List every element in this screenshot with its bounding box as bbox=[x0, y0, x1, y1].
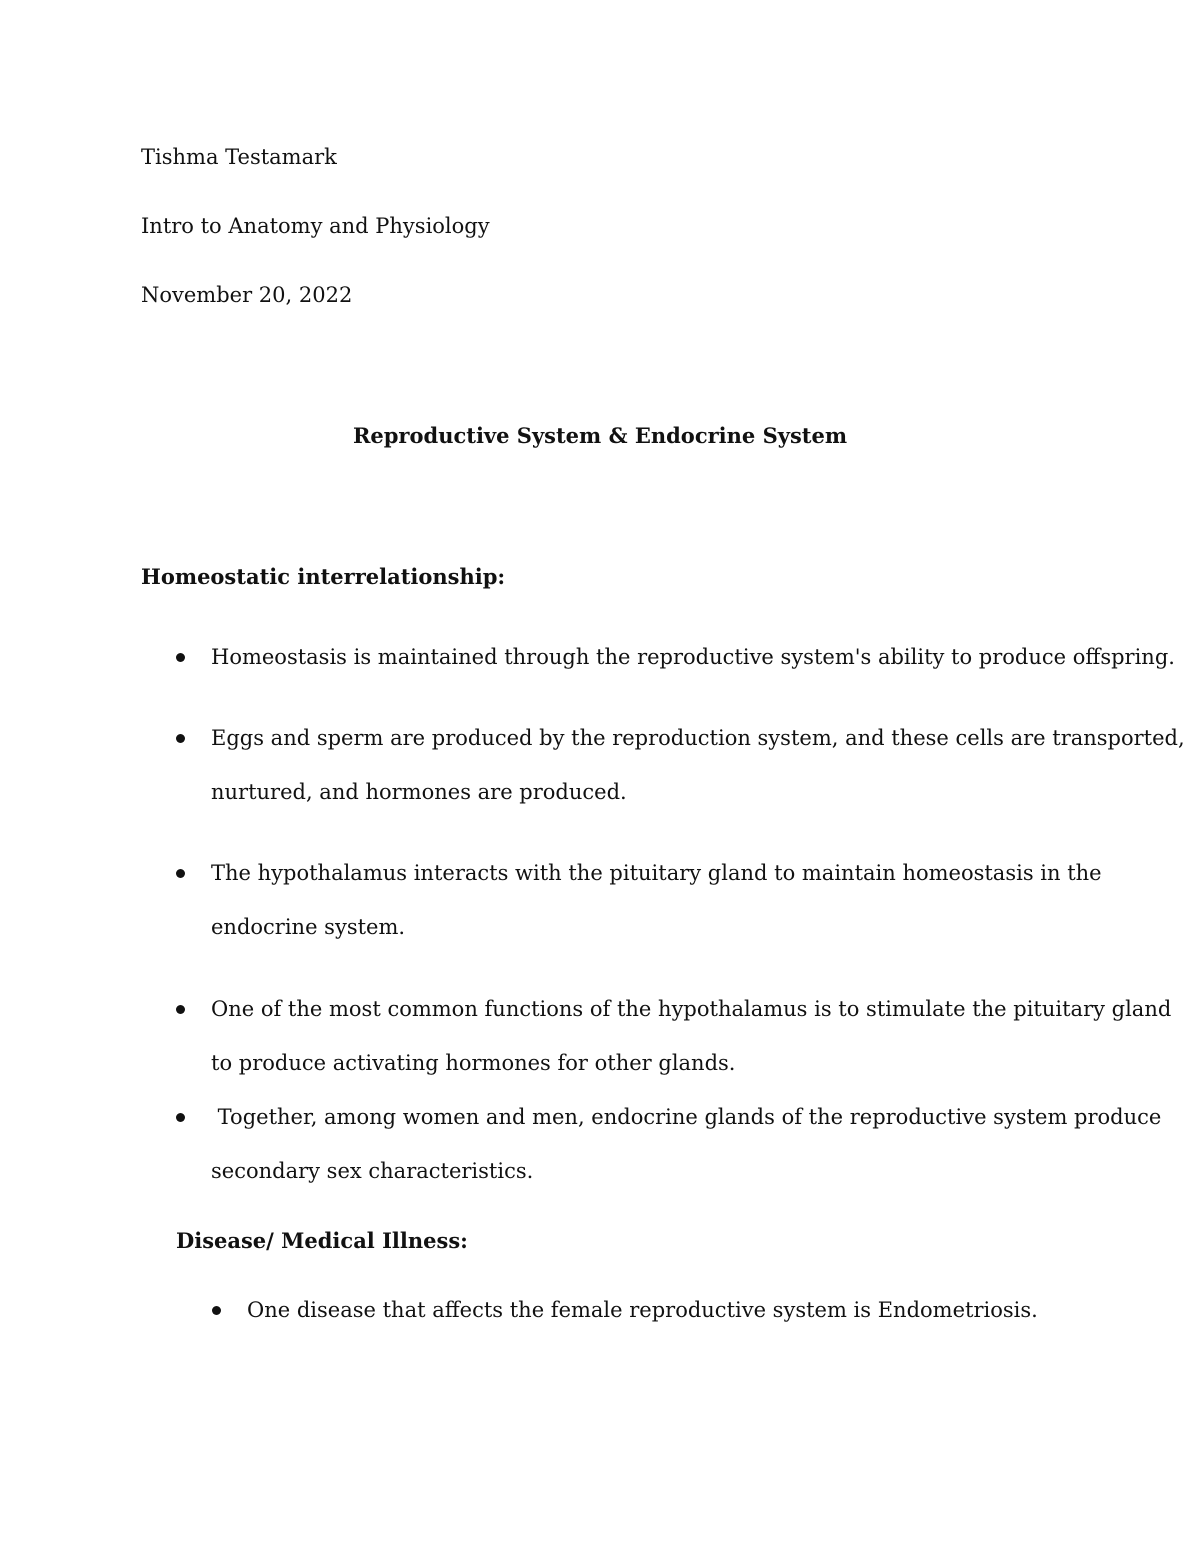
list-item-text: The hypothalamus interacts with the pituitary gland to maintain homeostasis in the bbox=[211, 861, 1102, 885]
list-item-text-continued: nurtured, and hormones are produced. bbox=[211, 780, 627, 804]
list-item-text: One disease that affects the female reproductive system is Endometriosis. bbox=[247, 1298, 1038, 1322]
list-item-text: Eggs and sperm are produced by the reproduction system, and these cells are transported, bbox=[211, 726, 1185, 750]
bullet-icon bbox=[176, 1005, 185, 1014]
author-name: Tishma Testamark bbox=[141, 145, 337, 169]
list-item-text: One of the most common functions of the hypothalamus is to stimulate the pituitary gland bbox=[211, 997, 1172, 1021]
list-item-text-continued: to produce activating hormones for other glands. bbox=[211, 1051, 736, 1075]
list-item-text-continued: secondary sex characteristics. bbox=[211, 1159, 534, 1183]
list-item-text: Homeostasis is maintained through the reproductive system's ability to produce offspring. bbox=[211, 645, 1175, 669]
list-item-text-continued: endocrine system. bbox=[211, 915, 406, 939]
course-name: Intro to Anatomy and Physiology bbox=[141, 214, 490, 238]
section-heading-homeostatic: Homeostatic interrelationship: bbox=[141, 564, 506, 589]
bullet-icon bbox=[176, 653, 185, 662]
bullet-icon bbox=[212, 1306, 221, 1315]
section-heading-disease: Disease/ Medical Illness: bbox=[176, 1228, 468, 1253]
list-item-text: Together, among women and men, endocrine glands of the reproductive system produce bbox=[211, 1105, 1162, 1129]
bullet-icon bbox=[176, 1113, 185, 1122]
document-title: Reproductive System & Endocrine System bbox=[352, 423, 848, 448]
document-date: November 20, 2022 bbox=[141, 283, 353, 307]
bullet-icon bbox=[176, 734, 185, 743]
bullet-icon bbox=[176, 869, 185, 878]
